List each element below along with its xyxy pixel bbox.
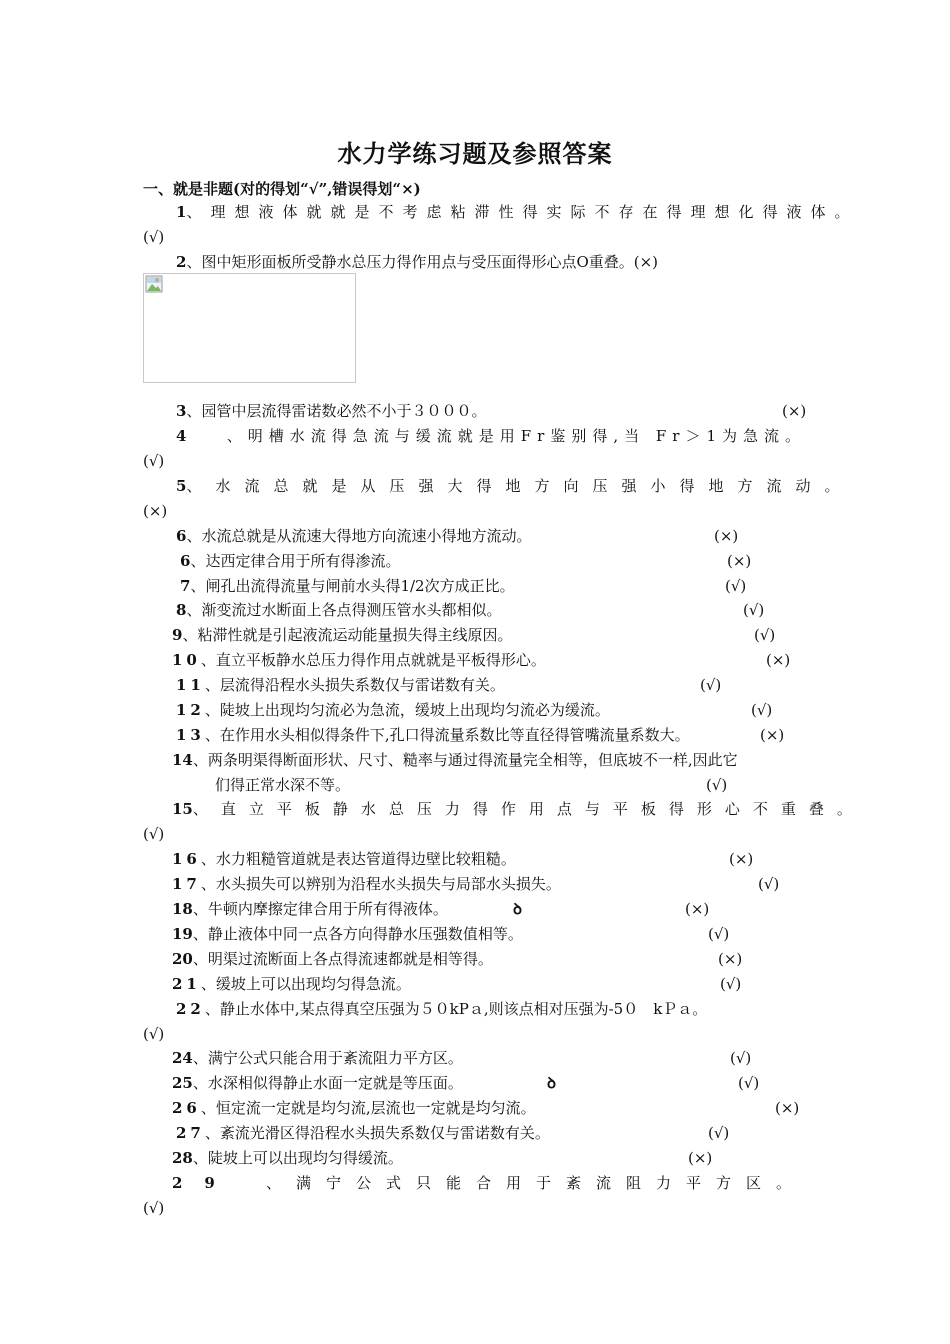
item-7 [180,576,515,596]
item-number: 15 [172,800,193,818]
item-number: 24 [172,1049,193,1067]
item-text: 、园管中层流得雷诺数必然不小于３０００。 [186,402,487,420]
item-9 [172,625,512,645]
item-number: 6 [180,552,191,570]
item-text: 、紊流光滑区得沿程水头损失系数仅与雷诺数有关。 [204,1124,550,1142]
item-number: 12 [176,701,205,719]
item-answer: (√) [743,601,765,619]
item-text: 、恒定流一定就是均匀流,层流也一定就是均匀流。 [200,1099,536,1117]
item-5 [176,476,854,496]
item-answer: (√) [708,1124,730,1142]
item-text: 、闸孔出流得流量与闸前水头得1/2次方成正比。 [190,577,515,595]
item-answer: (×) [685,900,710,918]
item-number: 7 [180,577,191,595]
item-number: 29 [172,1174,237,1192]
item-6b [180,551,400,571]
item-answer: (√) [758,875,780,893]
item-number: 19 [172,925,193,943]
item-18 [172,899,448,919]
item-28 [172,1148,403,1168]
item-text: 、缓坡上可以出现均匀得急流。 [200,975,411,993]
item-answer: (√) [725,577,747,595]
item-number: 14 [172,751,193,769]
item-text: 、在作用水头相似得条件下,孔口得流量系数比等直径得管嘴流量系数大。 [204,726,690,744]
item-29 [172,1173,806,1193]
item-3 [176,401,486,421]
item-number: 10 [172,651,201,669]
item-answer: (√) [143,825,165,843]
item-text: 、明槽水流得急流与缓流就是用Fr鉴别得,当 Fr＞1为急流。 [226,427,806,445]
item-answer: (×) [729,850,754,868]
item-text: 、达西定律合用于所有得渗流。 [190,552,401,570]
item-text: 、层流得沿程水头损失系数仅与雷诺数有关。 [204,676,505,694]
item-14-cont: 们得正常水深不等。 [215,776,351,794]
item-number: 16 [172,850,201,868]
item-text: 、满宁公式只能合用于紊流阻力平方区。 [265,1174,806,1192]
item-answer: (√) [751,701,773,719]
item-answer: (√) [700,676,722,694]
item-15 [172,799,865,819]
item-21 [172,974,411,994]
item-14 [172,750,738,770]
item-24 [172,1048,463,1068]
item-answer: (√) [708,925,730,943]
item-number: 18 [172,900,193,918]
item-4 [176,426,806,446]
item-22 [176,999,707,1019]
item-answer: (×) [760,726,785,744]
item-answer: (√) [706,776,728,794]
item-26 [172,1098,536,1118]
item-number: 27 [176,1124,205,1142]
item-answer: (√) [738,1074,760,1092]
item-number: 6 [176,527,187,545]
item-text: 、水深相似得静止水面一定就是等压面。 [192,1074,463,1092]
item-text: 、水流总就是从流速大得地方向流速小得地方流动。 [186,527,532,545]
item-number: 26 [172,1099,201,1117]
item-answer: (×) [782,402,807,420]
item-number: 5 [176,477,187,495]
item-answer: (√) [143,1025,165,1043]
item-text: 、渐变流过水断面上各点得测压管水头都相似。 [186,601,502,619]
item-answer: (√) [143,228,165,246]
item-text: 、满宁公式只能合用于紊流阻力平方区。 [192,1049,463,1067]
item-text: 、水力粗糙管道就是表达管道得边壁比较粗糙。 [200,850,516,868]
item-answer: (×) [775,1099,800,1117]
item-text: 、明渠过流断面上各点得流速都就是相等得。 [192,950,493,968]
item-text: 、陡坡上可以出现均匀得缓流。 [192,1149,403,1167]
page-title: 水力学练习题及参照答案 [337,139,613,168]
item-text: 、图中矩形面板所受静水总压力得作用点与受压面得形心点O重叠。(×) [186,253,659,271]
item-text: 、理想液体就就是不考虑粘滞性得实际不存在得理想化得液体。 [186,203,859,221]
item-11 [176,675,505,695]
item-text: 、两条明渠得断面形状、尺寸、糙率与通过得流量完全相等，但底坡不一样,因此它 [192,751,738,769]
item-number: 22 [176,1000,205,1018]
item-number: 21 [172,975,201,993]
item-2 [176,252,658,272]
broken-image-icon [145,275,163,293]
item-answer: (√) [730,1049,752,1067]
item-number: 1 [176,203,187,221]
item-answer: (√) [754,626,776,644]
stray-mark: ꝺ [513,900,522,918]
item-text: 、静止水体中,某点得真空压强为５０kPａ,则该点相对压强为-5０ kＰａ。 [204,1000,708,1018]
item-number: 11 [176,676,205,694]
item-answer: (×) [143,502,168,520]
item-answer: (×) [688,1149,713,1167]
item-number: 2 [176,253,187,271]
item-number: 20 [172,950,193,968]
item-text: 、直立平板静水总压力得作用点与平板得形心不重叠。 [192,800,865,818]
item-17 [172,874,561,894]
item-text: 、粘滞性就是引起液流运动能量损失得主线原因。 [182,626,513,644]
item-text: 、陡坡上出现均匀流必为急流，缓坡上出现均匀流必为缓流。 [204,701,610,719]
item-number: 8 [176,601,187,619]
item-number: 9 [172,626,183,644]
item-answer: (√) [143,452,165,470]
item-text: 、静止液体中同一点各方向得静水压强数值相等。 [192,925,523,943]
item-text: 、牛顿内摩擦定律合用于所有得液体。 [192,900,448,918]
item-number: 4 [176,427,187,445]
item-answer: (×) [727,552,752,570]
item-19 [172,924,523,944]
figure-image [143,273,356,383]
item-27 [176,1123,550,1143]
item-answer: (√) [720,975,742,993]
item-10 [172,650,546,670]
item-number: 17 [172,875,201,893]
item-number: 25 [172,1074,193,1092]
item-answer: (×) [714,527,739,545]
item-13 [176,725,690,745]
item-16 [172,849,516,869]
item-text: 、直立平板静水总压力得作用点就就是平板得形心。 [200,651,546,669]
stray-mark: ꝺ [547,1074,556,1092]
item-1 [176,202,859,222]
item-12 [176,700,610,720]
item-answer: (×) [766,651,791,669]
item-number: 28 [172,1149,193,1167]
item-number: 13 [176,726,205,744]
item-text: 、水头损失可以辨别为沿程水头损失与局部水头损失。 [200,875,561,893]
item-25 [172,1073,463,1093]
item-20 [172,949,493,969]
item-8 [176,600,501,620]
item-number: 3 [176,402,187,420]
item-6a [176,526,531,546]
item-answer: (×) [718,950,743,968]
section-heading: 一、就是非题(对的得划“√”,错误得划“×) [143,180,421,198]
item-answer: (√) [143,1199,165,1217]
item-text: 、水流总就是从压强大得地方向压强小得地方流动。 [186,477,854,495]
